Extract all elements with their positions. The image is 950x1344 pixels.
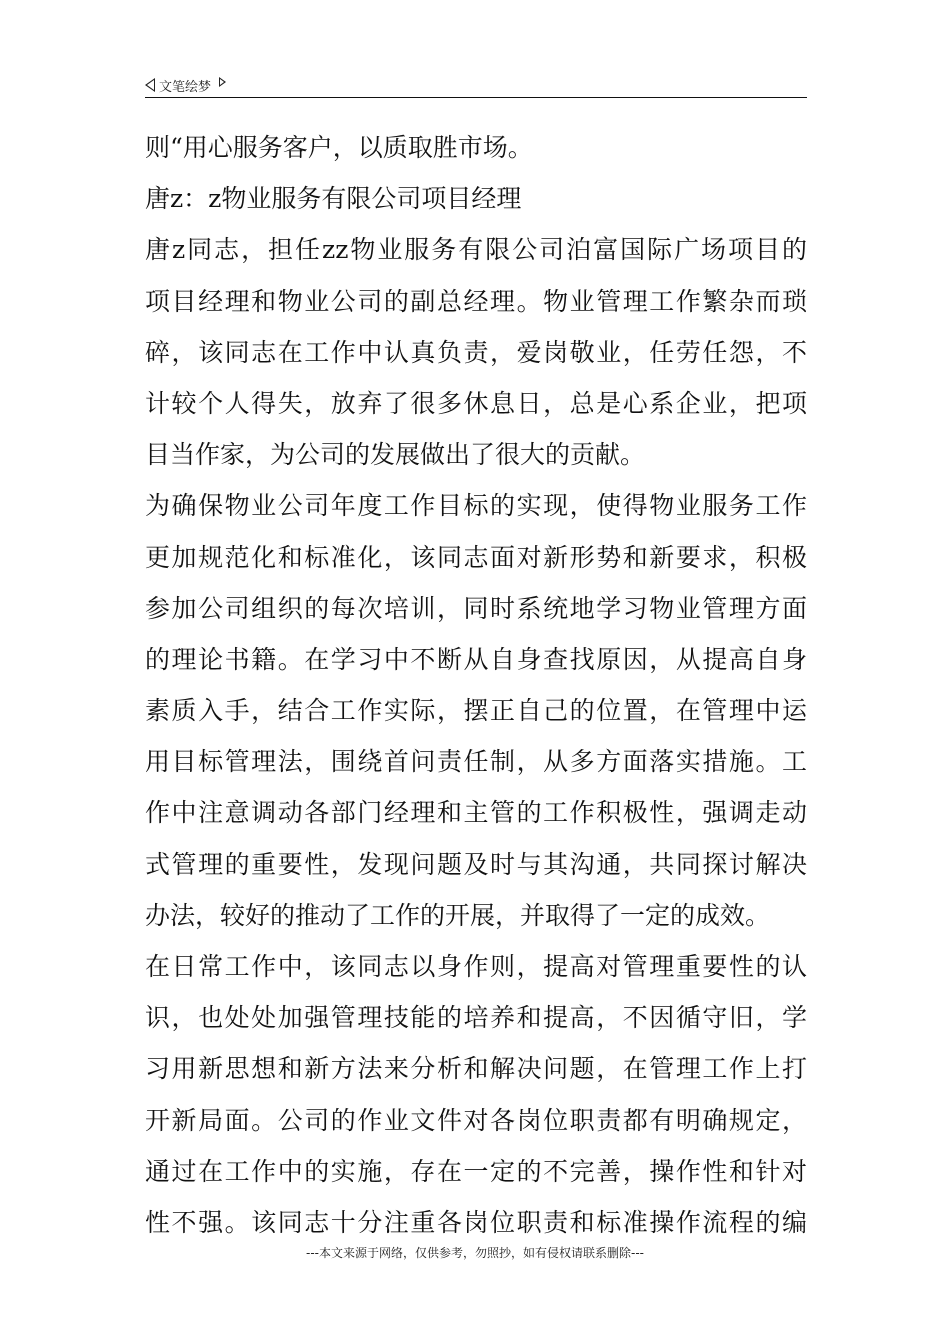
text-line: 唐z同志，担任zz物业服务有限公司泊富国际广场项目的: [145, 235, 807, 265]
document-body: [145, 122, 807, 1248]
page-footer: ---本文来源于网络，仅供参考，勿照抄，如有侵权请联系删除---: [306, 1246, 644, 1260]
header-title: 文笔绘梦: [159, 79, 212, 95]
left-triangle-icon: [145, 78, 155, 92]
right-triangle-icon: [219, 77, 226, 87]
text-line: 性不强。该同志十分注重各岗位职责和标准操作流程的编: [145, 1207, 807, 1237]
text-line: 用目标管理法，围绕首问责任制，从多方面落实措施。工: [145, 747, 807, 777]
page-header: [145, 74, 807, 96]
text-line: 为确保物业公司年度工作目标的实现，使得物业服务工作: [145, 491, 807, 521]
text-line: 开新局面。公司的作业文件对各岗位职责都有明确规定，: [145, 1105, 807, 1135]
text-line: 参加公司组织的每次培训，同时系统地学习物业管理方面: [145, 593, 807, 623]
text-line: 则“用心服务客户，以质取胜市场。: [145, 133, 533, 162]
text-line: 识，也处处加强管理技能的培养和提高，不因循守旧，学: [145, 1003, 807, 1033]
text-line: 计较个人得失，放弃了很多休息日，总是心系企业，把项: [145, 388, 807, 418]
text-line: 作中注意调动各部门经理和主管的工作积极性，强调走动: [145, 798, 807, 828]
text-line: 碎，该同志在工作中认真负责，爱岗敬业，任劳任怨，不: [145, 337, 807, 367]
text-line: 唐z：z物业服务有限公司项目经理: [145, 184, 522, 214]
text-line: 在日常工作中，该同志以身作则，提高对管理重要性的认: [145, 952, 807, 981]
text-line: 的理论书籍。在学习中不断从自身查找原因，从提高自身: [145, 644, 807, 674]
text-line: 素质入手，结合工作实际，摆正自己的位置，在管理中运: [145, 696, 807, 726]
text-line: 办法，较好的推动了工作的开展，并取得了一定的成效。: [145, 900, 771, 930]
text-line: 更加规范化和标准化，该同志面对新形势和新要求，积极: [145, 542, 807, 572]
text-line: 通过在工作中的实施，存在一定的不完善，操作性和针对: [145, 1156, 807, 1186]
text-line: 项目经理和物业公司的副总经理。物业管理工作繁杂而琐: [145, 286, 807, 316]
text-line: 目当作家，为公司的发展做出了很大的贡献。: [145, 440, 646, 470]
header-rule: [145, 97, 807, 98]
text-line: 式管理的重要性，发现问题及时与其沟通，共同探讨解决: [145, 849, 807, 879]
text-line: 习用新思想和新方法来分析和解决问题，在管理工作上打: [145, 1054, 807, 1084]
